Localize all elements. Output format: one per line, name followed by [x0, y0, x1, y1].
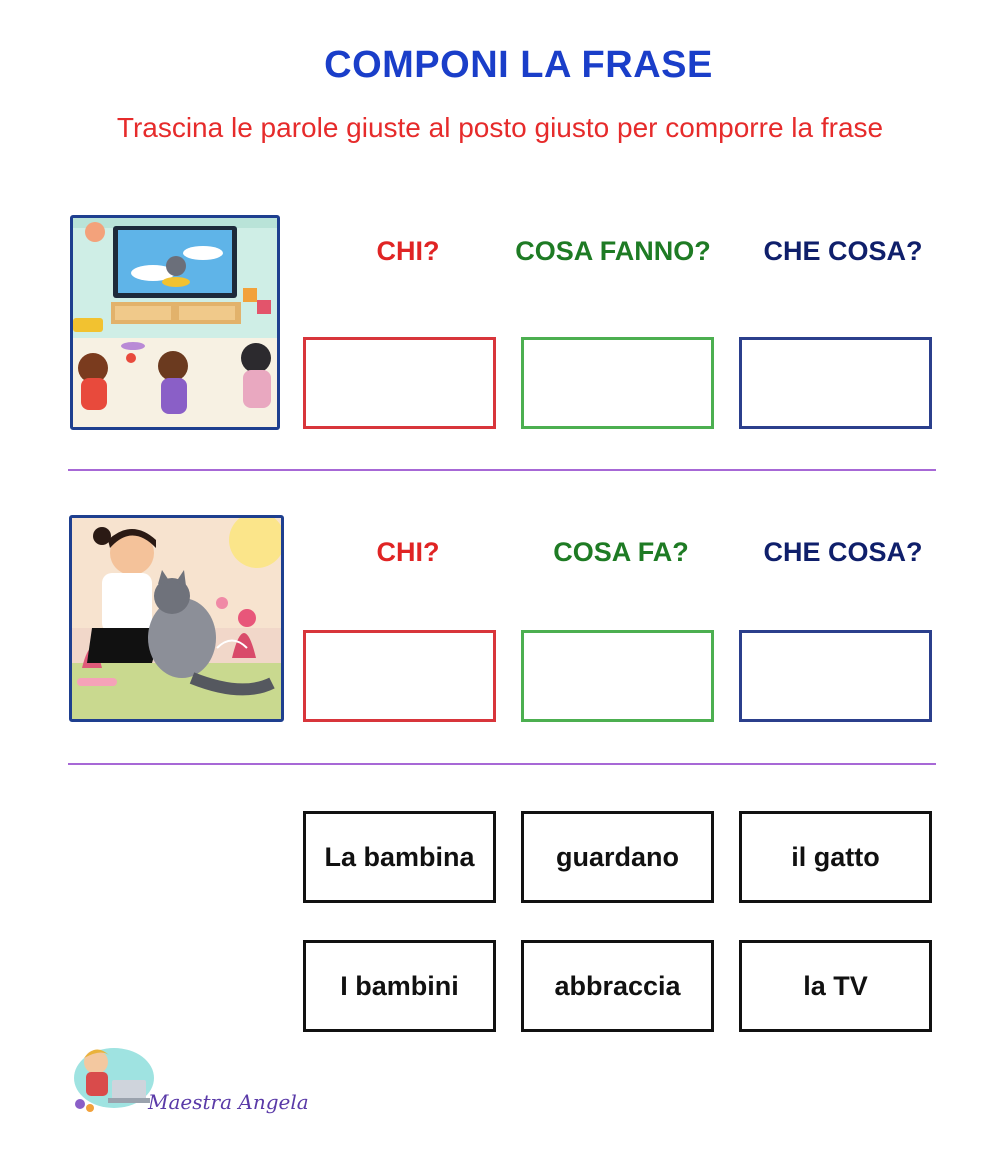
children-watching-tv-icon	[73, 218, 277, 427]
logo-text: Maestra Angela	[148, 1090, 309, 1114]
page-title: COMPONI LA FRASE	[324, 44, 713, 86]
drop-slot-what-do-2[interactable]	[521, 630, 714, 722]
label-what-do-1: COSA FANNO?	[515, 236, 711, 266]
drop-slot-what-thing-2[interactable]	[739, 630, 932, 722]
word-card-guardano[interactable]: guardano	[521, 811, 714, 903]
divider-1	[68, 469, 936, 471]
label-what-thing-1: CHE COSA?	[763, 236, 923, 266]
teacher-at-laptop-icon	[66, 1040, 158, 1116]
word-card-abbraccia[interactable]: abbraccia	[521, 940, 714, 1032]
divider-2	[68, 763, 936, 765]
drop-slot-what-thing-1[interactable]	[739, 337, 932, 429]
drop-slot-who-1[interactable]	[303, 337, 496, 429]
drop-slot-what-do-1[interactable]	[521, 337, 714, 429]
girl-hugging-cat-illustration	[69, 515, 284, 722]
instructions: Trascina le parole giuste al posto giusto per comporre la frase	[116, 112, 884, 143]
label-who-1: CHI?	[376, 236, 440, 266]
label-what-thing-2: CHE COSA?	[763, 537, 923, 567]
word-card-la-bambina[interactable]: La bambina	[303, 811, 496, 903]
label-who-2: CHI?	[376, 537, 440, 567]
word-card-la-tv[interactable]: la TV	[739, 940, 932, 1032]
label-what-do-2: COSA FA?	[553, 537, 689, 567]
word-card-i-bambini[interactable]: I bambini	[303, 940, 496, 1032]
girl-hugging-cat-icon	[72, 518, 281, 719]
children-watching-tv-illustration	[70, 215, 280, 430]
drop-slot-who-2[interactable]	[303, 630, 496, 722]
word-card-il-gatto[interactable]: il gatto	[739, 811, 932, 903]
